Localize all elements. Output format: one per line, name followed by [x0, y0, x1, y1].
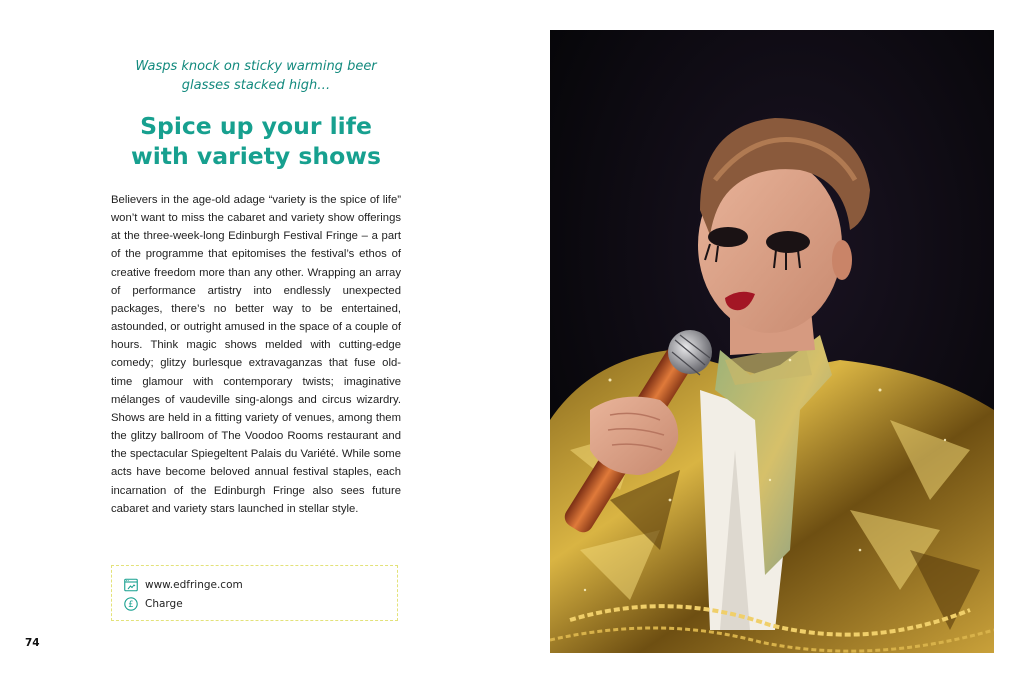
tagline: Wasps knock on sticky warming beer glasses stacked high…	[135, 59, 377, 93]
headline-line-2: with variety shows	[131, 142, 381, 170]
page-number: 74	[25, 637, 40, 649]
svg-text:£: £	[128, 600, 134, 611]
headline-line-1: Spice up your life	[140, 112, 372, 140]
website-link[interactable]: www.edfringe.com	[145, 579, 243, 591]
performer-photo	[550, 30, 994, 653]
web-window-icon	[124, 578, 138, 592]
website-row	[124, 577, 243, 593]
headline	[108, 111, 404, 171]
info-box	[111, 565, 398, 621]
pound-coin-icon	[124, 597, 138, 611]
price-text: Charge	[145, 598, 183, 610]
price-row	[124, 596, 183, 612]
body-text: Believers in the age-old adage “variety is the spice of life” won’t want to miss the cabaret and variety show offerings at the three-week-long Edinburgh Festival Fringe – a part of the programme that epitomises the festival’s ethos of creative freedom more than any other. Wrapping an array of performance artistry into endlessly unexpected packages, there’s no better way to be entertained, astounded, or outright amused in the space of a couple of hours. Think magic shows melded with cutting-edge comedy; glitzy burlesque extravaganzas that fuse old-time glamour with contemporary twists; imaginative mélanges of vaudeville sing-alongs and circus wizardry. Shows are held in a fitting variety of venues, among them the glitzy ballroom of The Voodoo Rooms restaurant and the spectacular Spiegeltent Palais du Variété. While some acts have become beloved annual festival staples, each incarnation of the Edinburgh Fringe also sees future cabaret and variety stars launched in stellar style.	[111, 194, 401, 515]
